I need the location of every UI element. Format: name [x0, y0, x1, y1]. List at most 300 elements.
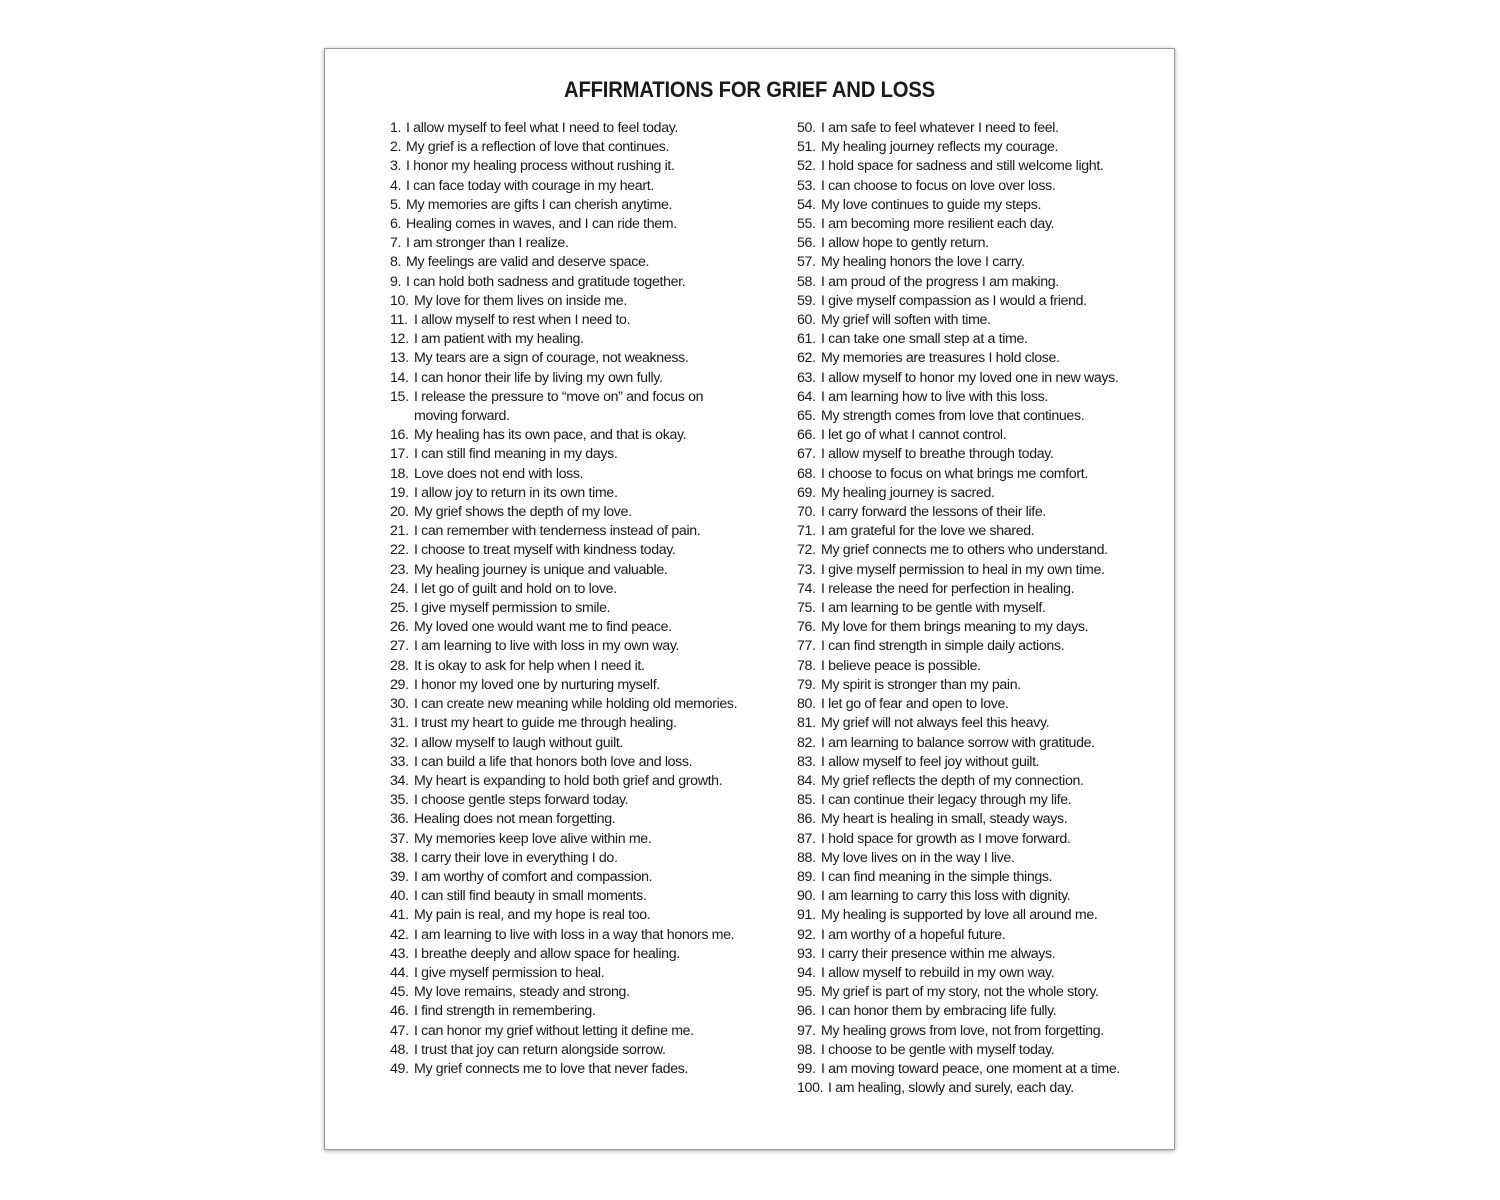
affirmation-number: 80. [797, 696, 816, 713]
affirmation-number: 18. [390, 465, 409, 482]
affirmation-item [797, 657, 1157, 676]
affirmation-item [797, 868, 1157, 887]
affirmation-item [390, 522, 740, 541]
affirmation-text: I can remember with tenderness instead of pain. [414, 523, 701, 540]
affirmation-number: 14. [390, 369, 409, 386]
affirmation-number: 97. [797, 1022, 816, 1039]
affirmation-text: I am patient with my healing. [414, 331, 584, 348]
affirmation-text: My healing honors the love I carry. [821, 254, 1025, 271]
affirmation-number: 39. [390, 868, 409, 885]
affirmation-number: 22. [390, 542, 409, 559]
affirmation-item [390, 215, 740, 234]
affirmation-number: 9. [390, 273, 402, 290]
affirmation-number: 100. [797, 1080, 824, 1097]
affirmation-item [390, 1022, 740, 1041]
affirmation-number: 2. [390, 139, 402, 156]
affirmation-item [797, 292, 1157, 311]
affirmation-text: I let go of what I cannot control. [821, 427, 1007, 444]
affirmation-text: My memories are gifts I can cherish anytime. [406, 196, 673, 213]
affirmation-number: 41. [390, 907, 409, 924]
affirmations-list-right [797, 119, 1157, 1098]
affirmation-item [390, 983, 740, 1002]
affirmation-item [797, 445, 1157, 464]
affirmation-item [797, 810, 1157, 829]
affirmation-item [797, 618, 1157, 637]
affirmation-number: 73. [797, 561, 816, 578]
affirmation-number: 85. [797, 792, 816, 809]
affirmation-number: 27. [390, 638, 409, 655]
affirmation-item [797, 1079, 1157, 1098]
affirmation-text: I am healing, slowly and surely, each day. [828, 1080, 1074, 1097]
affirmation-item [797, 522, 1157, 541]
affirmation-text: I can honor them by embracing life fully. [821, 1003, 1057, 1020]
affirmation-item [797, 253, 1157, 272]
affirmation-number: 60. [797, 312, 816, 329]
affirmation-number: 12. [390, 331, 409, 348]
affirmation-item [390, 292, 740, 311]
affirmation-text: My healing grows from love, not from forgetting. [821, 1022, 1104, 1039]
affirmation-text: I allow myself to feel what I need to feel today. [406, 120, 679, 136]
affirmation-number: 7. [390, 235, 402, 252]
affirmation-number: 99. [797, 1060, 816, 1077]
affirmation-number: 19. [390, 484, 409, 501]
affirmation-text: I can choose to focus on love over loss. [821, 177, 1056, 194]
affirmation-item [390, 1060, 740, 1079]
affirmation-item [797, 138, 1157, 157]
affirmation-item [797, 388, 1157, 407]
affirmation-number: 63. [797, 369, 816, 386]
affirmation-number: 48. [390, 1041, 409, 1058]
affirmation-item [797, 1060, 1157, 1079]
affirmation-text: I choose gentle steps forward today. [414, 792, 629, 809]
affirmation-number: 96. [797, 1003, 816, 1020]
affirmation-number: 17. [390, 446, 409, 463]
affirmation-item [797, 503, 1157, 522]
affirmation-item [390, 599, 740, 618]
affirmation-item [390, 445, 740, 464]
affirmation-item [390, 388, 740, 426]
affirmation-text: I allow joy to return in its own time. [414, 484, 618, 501]
affirmation-item [390, 349, 740, 368]
affirmation-number: 1. [390, 120, 402, 136]
affirmation-item [797, 676, 1157, 695]
affirmation-number: 66. [797, 427, 816, 444]
affirmation-text: My grief will not always feel this heavy. [821, 715, 1050, 732]
affirmation-item [390, 945, 740, 964]
document-page [324, 48, 1175, 1150]
affirmation-number: 86. [797, 811, 816, 828]
affirmation-text: I am safe to feel whatever I need to feel. [821, 120, 1059, 136]
affirmation-text: I trust that joy can return alongside sorrow. [414, 1041, 666, 1058]
affirmation-text: I hold space for sadness and still welcome light. [821, 158, 1104, 175]
affirmation-item [390, 234, 740, 253]
affirmation-text: Love does not end with loss. [414, 465, 584, 482]
affirmation-number: 31. [390, 715, 409, 732]
affirmation-number: 11. [390, 312, 408, 329]
affirmation-item [797, 906, 1157, 925]
affirmation-item [390, 964, 740, 983]
affirmation-number: 35. [390, 792, 409, 809]
affirmation-text: I am stronger than I realize. [406, 235, 569, 252]
affirmation-item [390, 734, 740, 753]
affirmation-text: My love for them lives on inside me. [414, 292, 627, 309]
affirmation-text: I carry their presence within me always. [821, 945, 1056, 962]
affirmation-item [390, 637, 740, 656]
affirmation-number: 79. [797, 676, 816, 693]
affirmation-number: 37. [390, 830, 409, 847]
affirmation-text: My healing has its own pace, and that is okay. [414, 427, 687, 444]
affirmation-item [390, 791, 740, 810]
affirmation-text: I carry their love in everything I do. [414, 849, 618, 866]
affirmation-item [797, 772, 1157, 791]
affirmation-item [797, 753, 1157, 772]
affirmation-text: Healing does not mean forgetting. [414, 811, 616, 828]
affirmation-text: I can build a life that honors both love and loss. [414, 753, 693, 770]
affirmation-number: 94. [797, 964, 816, 981]
affirmation-item [797, 426, 1157, 445]
affirmation-text: My healing is supported by love all around me. [821, 907, 1098, 924]
affirmation-text: I can honor my grief without letting it define me. [414, 1022, 694, 1039]
affirmation-item [390, 177, 740, 196]
affirmation-item [797, 215, 1157, 234]
affirmation-number: 36. [390, 811, 409, 828]
affirmation-item [797, 926, 1157, 945]
affirmation-number: 92. [797, 926, 816, 943]
affirmation-item [797, 1022, 1157, 1041]
affirmation-number: 90. [797, 888, 816, 905]
affirmation-item [390, 1041, 740, 1060]
affirmation-text: My pain is real, and my hope is real too. [414, 907, 651, 924]
affirmation-number: 23. [390, 561, 409, 578]
affirmation-text: I can continue their legacy through my life. [821, 792, 1072, 809]
affirmation-number: 82. [797, 734, 816, 751]
affirmation-text: I am learning to balance sorrow with gratitude. [821, 734, 1095, 751]
affirmation-item [797, 234, 1157, 253]
affirmation-number: 52. [797, 158, 816, 175]
affirmation-item [797, 157, 1157, 176]
affirmation-text: My spirit is stronger than my pain. [821, 676, 1021, 693]
affirmation-number: 28. [390, 657, 409, 674]
affirmation-number: 76. [797, 619, 816, 636]
affirmation-text: I can create new meaning while holding old memories. [414, 696, 738, 713]
affirmation-text: My loved one would want me to find peace. [414, 619, 672, 636]
affirmation-text: My tears are a sign of courage, not weakness. [414, 350, 689, 367]
affirmation-item [390, 196, 740, 215]
affirmation-text: I am becoming more resilient each day. [821, 216, 1055, 233]
affirmation-number: 5. [390, 196, 402, 213]
affirmation-item [390, 926, 740, 945]
affirmation-number: 51. [797, 139, 816, 156]
affirmation-text: I allow myself to laugh without guilt. [414, 734, 624, 751]
affirmation-item [797, 465, 1157, 484]
affirmation-text: My grief connects me to love that never fades. [414, 1060, 689, 1077]
affirmation-text: My memories are treasures I hold close. [821, 350, 1060, 367]
affirmation-text: I choose to be gentle with myself today. [821, 1041, 1055, 1058]
affirmation-text: I release the pressure to “move on” and focus on moving forward. [414, 388, 704, 425]
affirmation-item [390, 119, 740, 138]
affirmation-text: Healing comes in waves, and I can ride them. [406, 216, 677, 233]
affirmation-text: I allow myself to honor my loved one in new ways. [821, 369, 1119, 386]
affirmation-number: 87. [797, 830, 816, 847]
affirmation-item [797, 830, 1157, 849]
affirmation-item [390, 503, 740, 522]
affirmation-number: 4. [390, 177, 402, 194]
affirmation-item [390, 311, 740, 330]
affirmation-text: I am learning to live with loss in my own way. [414, 638, 680, 655]
affirmation-item [797, 637, 1157, 656]
affirmation-item [797, 196, 1157, 215]
affirmation-item [390, 618, 740, 637]
affirmation-number: 71. [797, 523, 816, 540]
affirmation-number: 34. [390, 772, 409, 789]
affirmation-text: My strength comes from love that continues. [821, 408, 1085, 425]
affirmation-number: 21. [390, 523, 409, 540]
affirmation-item [797, 561, 1157, 580]
affirmation-item [797, 983, 1157, 1002]
affirmation-item [797, 484, 1157, 503]
affirmation-text: I can still find meaning in my days. [414, 446, 618, 463]
affirmation-text: I honor my healing process without rushing it. [406, 158, 675, 175]
affirmation-text: My healing journey is unique and valuable. [414, 561, 668, 578]
affirmation-item [797, 791, 1157, 810]
affirmation-item [797, 695, 1157, 714]
affirmation-text: My heart is expanding to hold both grief and growth. [414, 772, 723, 789]
affirmation-item [390, 810, 740, 829]
affirmation-number: 83. [797, 753, 816, 770]
affirmation-item [797, 369, 1157, 388]
affirmation-text: My grief is part of my story, not the whole story. [821, 984, 1099, 1001]
affirmation-item [797, 177, 1157, 196]
affirmation-number: 57. [797, 254, 816, 271]
affirmation-number: 81. [797, 715, 816, 732]
affirmation-text: I release the need for perfection in healing. [821, 580, 1075, 597]
affirmation-text: I allow myself to rebuild in my own way. [821, 964, 1055, 981]
affirmation-item [797, 273, 1157, 292]
affirmation-number: 78. [797, 657, 816, 674]
affirmation-text: I can find meaning in the simple things. [821, 868, 1053, 885]
affirmation-text: I can honor their life by living my own fully. [414, 369, 663, 386]
affirmation-text: I choose to treat myself with kindness today. [414, 542, 676, 559]
affirmation-item [797, 887, 1157, 906]
affirmation-item [797, 1002, 1157, 1021]
affirmation-text: I breathe deeply and allow space for healing. [414, 945, 680, 962]
affirmation-text: I choose to focus on what brings me comfort. [821, 465, 1088, 482]
affirmation-item [390, 484, 740, 503]
affirmation-text: I am learning to be gentle with myself. [821, 600, 1046, 617]
affirmation-number: 20. [390, 504, 409, 521]
affirmation-text: I can hold both sadness and gratitude together. [406, 273, 686, 290]
affirmation-text: I am learning to live with loss in a way that honors me. [414, 926, 735, 943]
affirmation-item [390, 695, 740, 714]
affirmation-number: 89. [797, 868, 816, 885]
affirmation-number: 15. [390, 388, 409, 405]
affirmation-text: I let go of fear and open to love. [821, 696, 1009, 713]
affirmation-number: 16. [390, 427, 409, 444]
affirmation-item [390, 273, 740, 292]
affirmation-number: 88. [797, 849, 816, 866]
affirmation-item [797, 119, 1157, 138]
affirmation-number: 45. [390, 984, 409, 1001]
affirmation-number: 70. [797, 504, 816, 521]
affirmation-number: 38. [390, 849, 409, 866]
affirmation-text: I allow hope to gently return. [821, 235, 989, 252]
affirmation-item [390, 657, 740, 676]
affirmation-text: I trust my heart to guide me through healing. [414, 715, 677, 732]
affirmation-item [390, 868, 740, 887]
affirmation-text: My grief will soften with time. [821, 312, 991, 329]
affirmation-item [390, 426, 740, 445]
affirmation-text: I am worthy of comfort and compassion. [414, 868, 653, 885]
affirmation-number: 46. [390, 1003, 409, 1020]
affirmation-number: 62. [797, 350, 816, 367]
affirmation-text: It is okay to ask for help when I need it. [414, 657, 645, 674]
affirmation-text: My healing journey reflects my courage. [821, 139, 1059, 156]
affirmation-number: 47. [390, 1022, 409, 1039]
affirmation-text: My love for them brings meaning to my days. [821, 619, 1089, 636]
affirmation-text: I am grateful for the love we shared. [821, 523, 1035, 540]
affirmation-number: 67. [797, 446, 816, 463]
affirmation-text: I let go of guilt and hold on to love. [414, 580, 617, 597]
affirmation-number: 59. [797, 292, 816, 309]
affirmation-text: I allow myself to breathe through today. [821, 446, 1054, 463]
affirmation-item [797, 580, 1157, 599]
affirmation-number: 95. [797, 984, 816, 1001]
affirmation-number: 74. [797, 580, 816, 597]
affirmation-number: 32. [390, 734, 409, 751]
affirmation-number: 29. [390, 676, 409, 693]
affirmation-number: 61. [797, 331, 816, 348]
affirmation-item [797, 964, 1157, 983]
affirmation-number: 68. [797, 465, 816, 482]
affirmation-item [797, 849, 1157, 868]
affirmation-number: 43. [390, 945, 409, 962]
affirmation-item [390, 849, 740, 868]
affirmation-item [390, 157, 740, 176]
affirmation-number: 69. [797, 484, 816, 501]
affirmation-number: 25. [390, 600, 409, 617]
affirmation-item [797, 734, 1157, 753]
affirmation-item [797, 599, 1157, 618]
affirmation-text: My memories keep love alive within me. [414, 830, 652, 847]
affirmation-text: My love remains, steady and strong. [414, 984, 630, 1001]
affirmation-text: I can still find beauty in small moments. [414, 888, 647, 905]
affirmation-number: 54. [797, 196, 816, 213]
affirmation-text: I believe peace is possible. [821, 657, 981, 674]
affirmation-number: 26. [390, 619, 409, 636]
affirmation-number: 24. [390, 580, 409, 597]
affirmation-text: I give myself permission to smile. [414, 600, 611, 617]
affirmation-text: I give myself permission to heal in my own time. [821, 561, 1105, 578]
affirmation-text: My grief connects me to others who understand. [821, 542, 1108, 559]
affirmation-item [390, 330, 740, 349]
affirmation-number: 13. [390, 350, 409, 367]
affirmation-number: 6. [390, 216, 402, 233]
affirmation-item [390, 138, 740, 157]
affirmation-item [390, 541, 740, 560]
affirmation-number: 98. [797, 1041, 816, 1058]
affirmation-text: My love continues to guide my steps. [821, 196, 1042, 213]
affirmation-item [797, 311, 1157, 330]
affirmation-number: 75. [797, 600, 816, 617]
affirmation-number: 49. [390, 1060, 409, 1077]
affirmation-text: I can face today with courage in my heart. [406, 177, 654, 194]
affirmation-item [390, 561, 740, 580]
affirmation-text: My grief is a reflection of love that continues. [406, 139, 670, 156]
affirmation-text: I give myself permission to heal. [414, 964, 605, 981]
affirmation-number: 55. [797, 216, 816, 233]
affirmation-item [390, 580, 740, 599]
affirmation-item [390, 753, 740, 772]
affirmation-number: 8. [390, 254, 402, 271]
affirmation-text: My feelings are valid and deserve space. [406, 254, 650, 271]
affirmation-item [797, 330, 1157, 349]
affirmation-item [797, 349, 1157, 368]
affirmation-text: I am worthy of a hopeful future. [821, 926, 1006, 943]
affirmation-number: 93. [797, 945, 816, 962]
affirmation-number: 40. [390, 888, 409, 905]
affirmation-number: 42. [390, 926, 409, 943]
affirmation-item [390, 676, 740, 695]
page-title: AFFIRMATIONS FOR GRIEF AND LOSS [564, 77, 935, 102]
affirmation-item [390, 465, 740, 484]
affirmation-number: 30. [390, 696, 409, 713]
affirmation-number: 53. [797, 177, 816, 194]
affirmation-number: 58. [797, 273, 816, 290]
affirmation-text: I hold space for growth as I move forward. [821, 830, 1071, 847]
affirmation-text: My love lives on in the way I live. [821, 849, 1015, 866]
affirmation-item [797, 541, 1157, 560]
affirmation-number: 77. [797, 638, 816, 655]
affirmation-item [390, 369, 740, 388]
affirmation-number: 50. [797, 120, 816, 136]
affirmation-text: I allow myself to rest when I need to. [414, 312, 631, 329]
affirmation-number: 10. [390, 292, 409, 309]
affirmation-item [797, 945, 1157, 964]
affirmation-number: 72. [797, 542, 816, 559]
affirmation-item [390, 887, 740, 906]
affirmation-number: 64. [797, 388, 816, 405]
affirmation-text: My healing journey is sacred. [821, 484, 995, 501]
affirmation-item [797, 714, 1157, 733]
affirmation-item [797, 1041, 1157, 1060]
affirmation-item [797, 407, 1157, 426]
affirmation-text: I give myself compassion as I would a friend. [821, 292, 1087, 309]
affirmation-text: I am learning to carry this loss with dignity. [821, 888, 1071, 905]
affirmation-item [390, 714, 740, 733]
affirmation-text: I am moving toward peace, one moment at a time. [821, 1060, 1120, 1077]
affirmation-number: 3. [390, 158, 402, 175]
affirmation-text: I honor my loved one by nurturing myself. [414, 676, 660, 693]
affirmation-number: 33. [390, 753, 409, 770]
affirmation-item [390, 830, 740, 849]
affirmation-text: My heart is healing in small, steady ways. [821, 811, 1068, 828]
affirmation-item [390, 906, 740, 925]
affirmation-text: My grief reflects the depth of my connection. [821, 772, 1084, 789]
affirmation-text: I am learning how to live with this loss. [821, 388, 1048, 405]
affirmation-text: I can take one small step at a time. [821, 331, 1028, 348]
affirmation-number: 56. [797, 235, 816, 252]
affirmation-number: 91. [797, 907, 816, 924]
affirmation-item [390, 1002, 740, 1021]
affirmation-text: I can find strength in simple daily actions. [821, 638, 1065, 655]
affirmation-text: I am proud of the progress I am making. [821, 273, 1059, 290]
affirmation-text: I carry forward the lessons of their life. [821, 504, 1047, 521]
affirmation-number: 44. [390, 964, 409, 981]
affirmations-list-left [390, 119, 740, 1079]
affirmation-text: My grief shows the depth of my love. [414, 504, 632, 521]
affirmation-number: 84. [797, 772, 816, 789]
affirmation-text: I find strength in remembering. [414, 1003, 596, 1020]
